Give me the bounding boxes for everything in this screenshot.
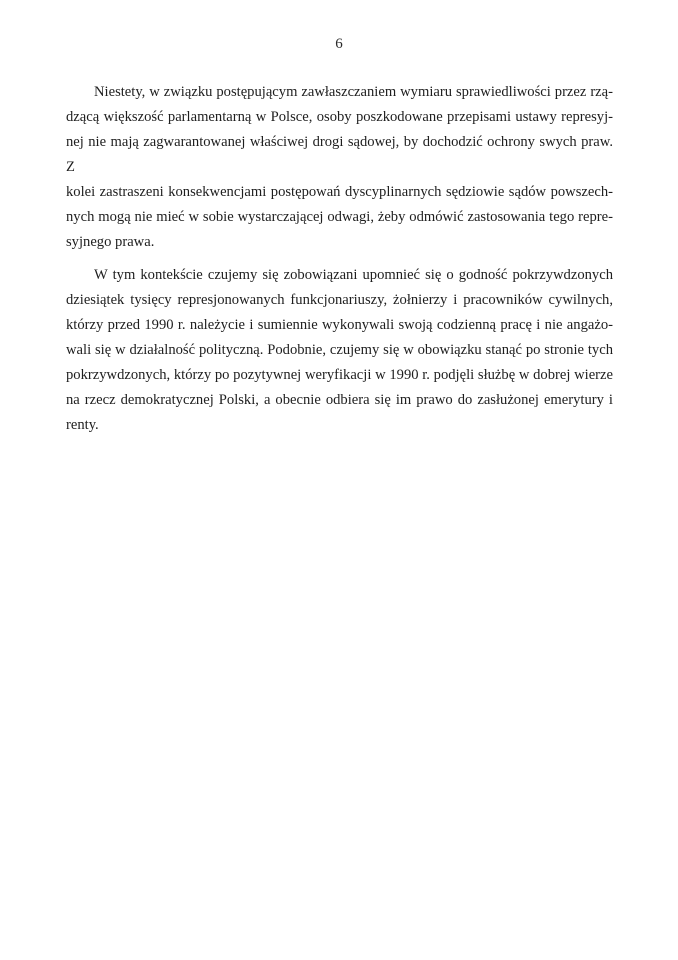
text-line: dzącą większość parlamentarną w Polsce, osoby poszkodowane przepisami ustawy represyj- <box>66 109 613 125</box>
text-line: na rzecz demokratycznej Polski, a obecnie odbiera się im prawo do zasłużonej emerytury i <box>66 392 613 408</box>
paragraph <box>66 80 613 255</box>
text-line: dziesiątek tysięcy represjonowanych funkcjonariuszy, żołnierzy i pracowników cywilnych, <box>66 292 613 308</box>
text-line: renty. <box>66 417 99 433</box>
text-line: którzy przed 1990 r. należycie i sumiennie wykonywali swoją codzienną pracę i nie angażo- <box>66 317 613 333</box>
text-line: kolei zastraszeni konsekwencjami postępowań dyscyplinarnych sędziowie sądów powszech- <box>66 184 613 200</box>
text-line: nej nie mają zagwarantowanej właściwej drogi sądowej, by dochodzić ochrony swych praw. Z <box>66 134 613 175</box>
text-line: W tym kontekście czujemy się zobowiązani upomnieć się o godność pokrzywdzonych <box>94 267 613 283</box>
document-body <box>66 80 613 438</box>
text-line: wali się w działalność polityczną. Podobnie, czujemy się w obowiązku stanąć po stronie tych <box>66 342 613 358</box>
text-line: pokrzywdzonych, którzy po pozytywnej weryfikacji w 1990 r. podjęli służbę w dobrej wierze <box>66 367 613 383</box>
page-number: 6 <box>335 36 343 52</box>
text-line: nych mogą nie mieć w sobie wystarczającej odwagi, żeby odmówić zastosowania tego repre- <box>66 209 613 225</box>
text-line: Niestety, w związku postępującym zawłaszczaniem wymiaru sprawiedliwości przez rzą- <box>94 84 613 100</box>
text-line: syjnego prawa. <box>66 234 155 250</box>
paragraph <box>66 263 613 438</box>
